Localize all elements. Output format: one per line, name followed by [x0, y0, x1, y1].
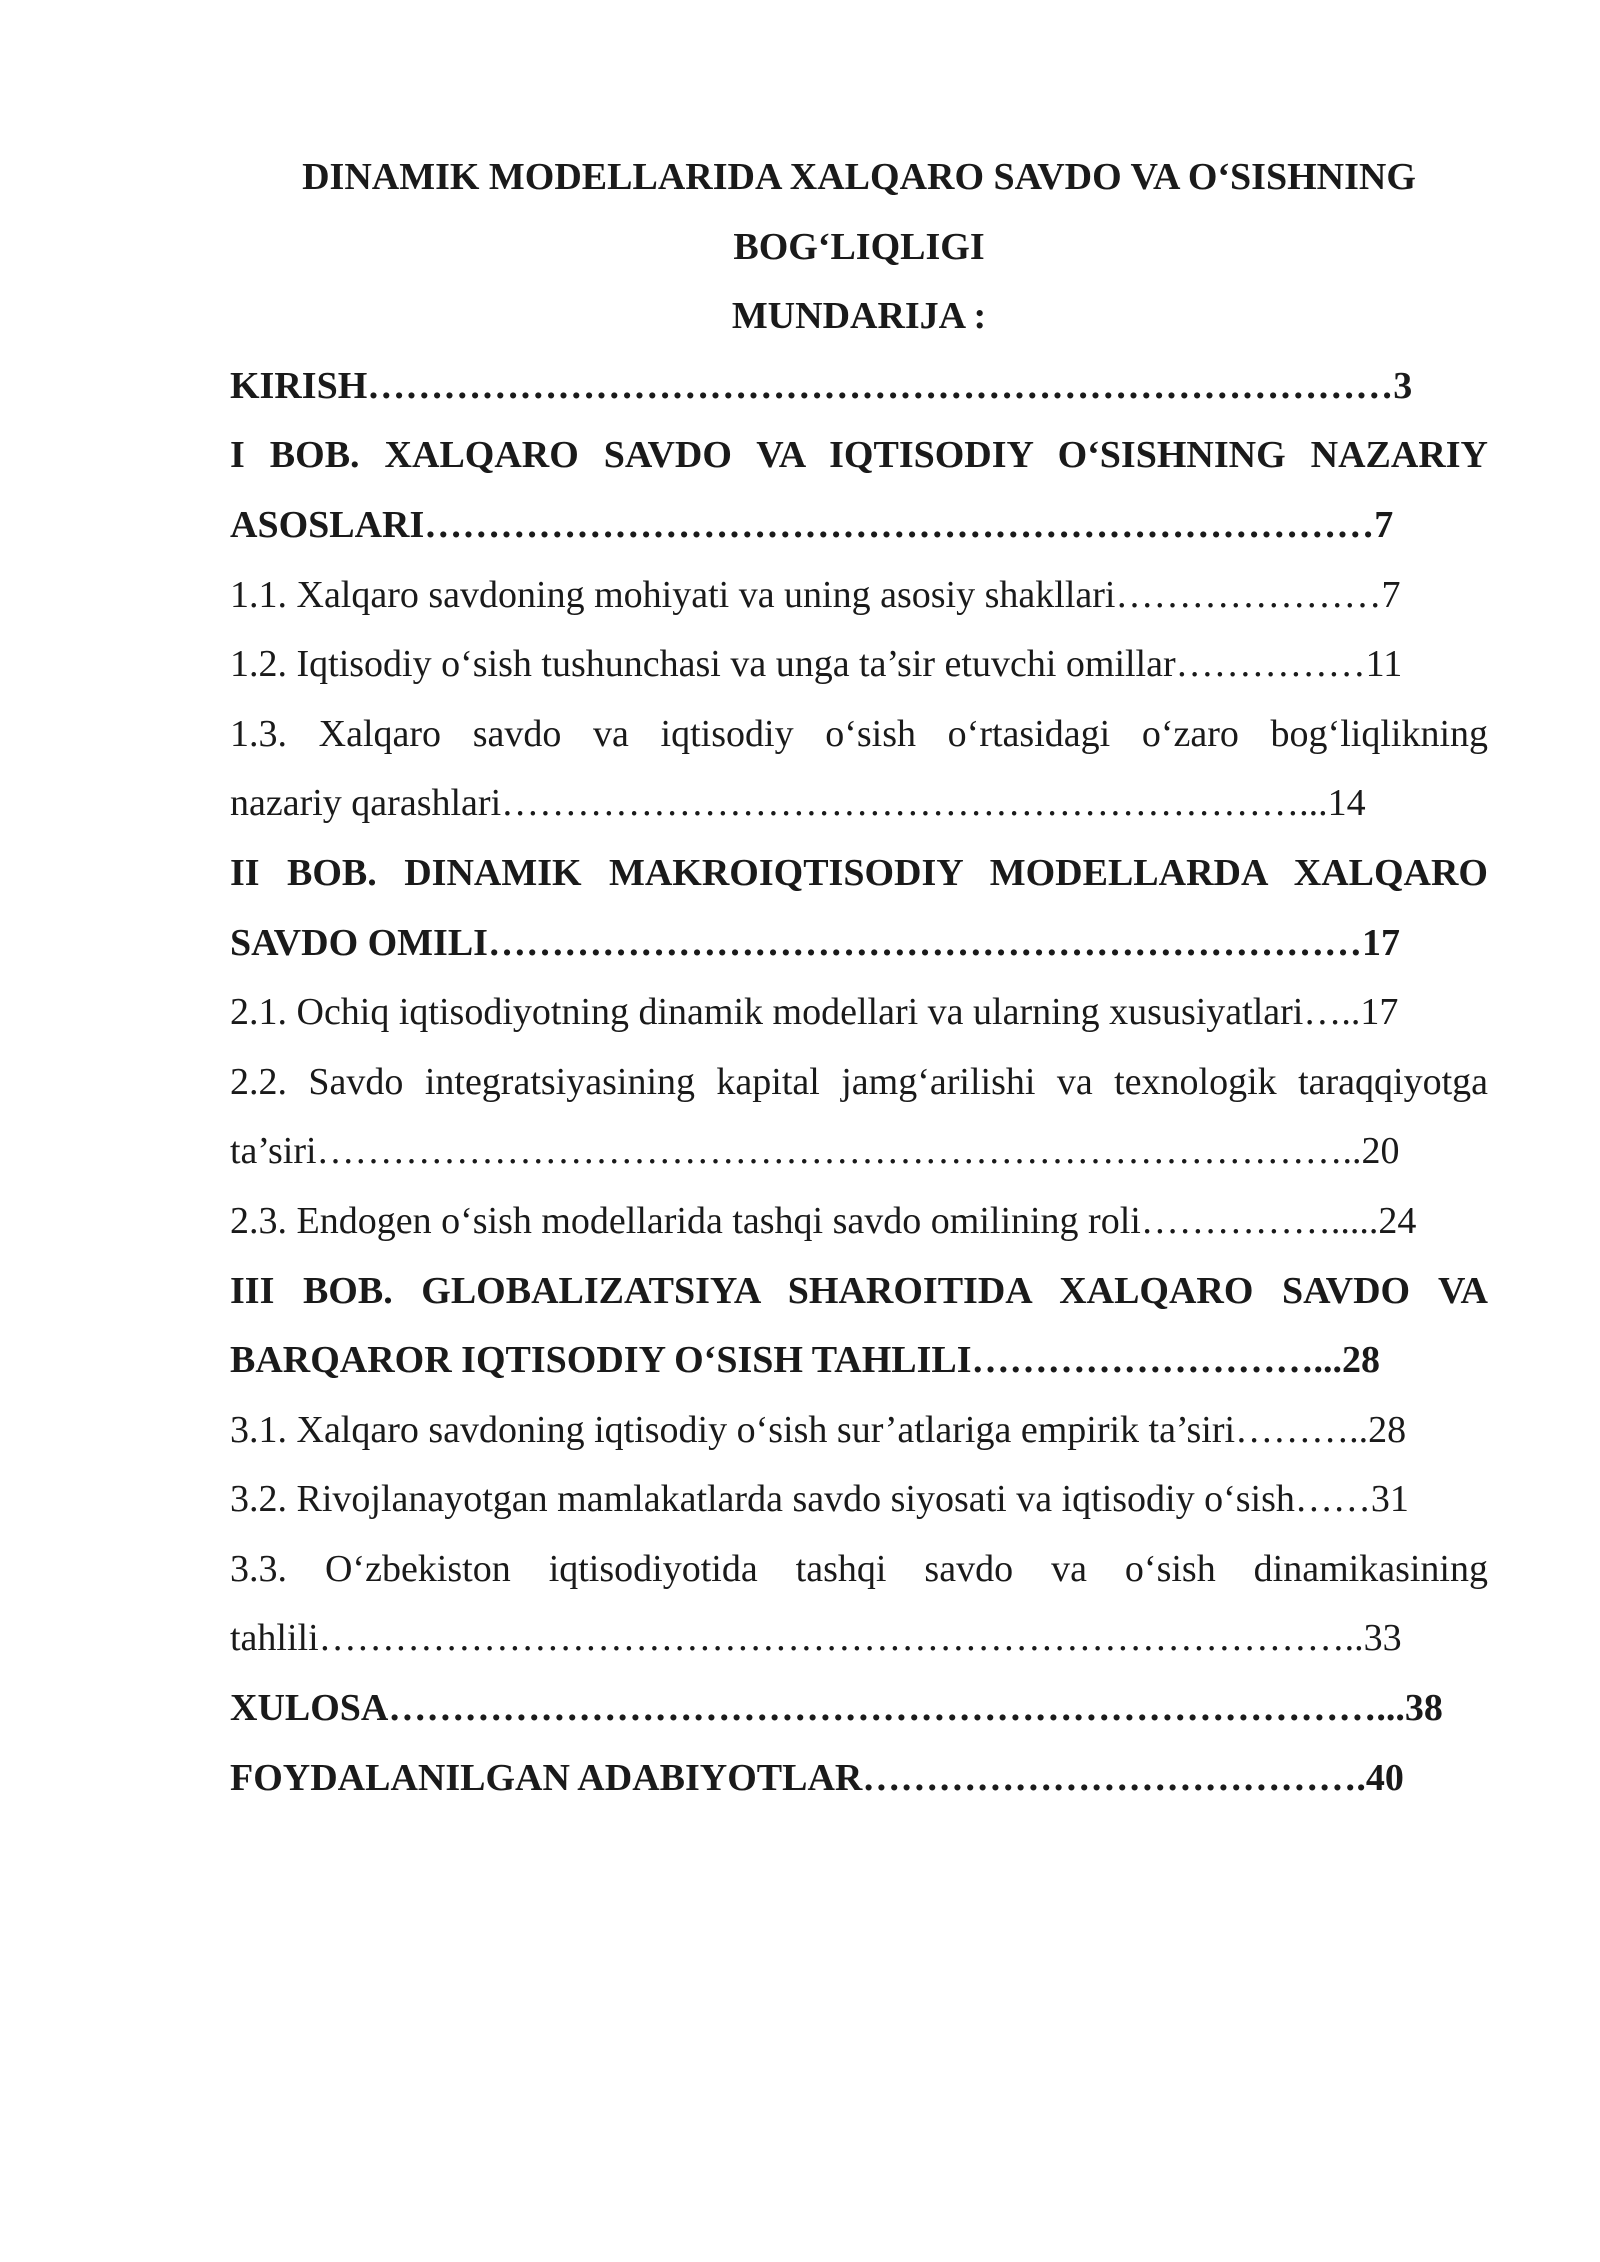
- toc-line: tahlili………………………………………………………………………..33: [230, 1617, 1402, 1660]
- toc-line: 1.2. Iqtisodiy o‘sish tushunchasi va unga ta’sir etuvchi omillar……………11: [230, 643, 1403, 686]
- toc-line: 1.3. Xalqaro savdo va iqtisodiy o‘sish o‘rtasidagi o‘zaro bog‘liqlikning: [230, 712, 1488, 755]
- toc-line: III BOB. GLOBALIZATSIYA SHAROITIDA XALQARO SAVDO VA: [230, 1269, 1488, 1312]
- contents-heading: MUNDARIJA :: [731, 295, 987, 338]
- toc-line: 3.3. O‘zbekiston iqtisodiyotida tashqi savdo va o‘sish dinamikasining: [230, 1547, 1488, 1590]
- toc-line: KIRISH………………………………………………………………………3: [230, 364, 1413, 407]
- toc-line: XULOSA……………………………………………………………………...38: [230, 1687, 1443, 1730]
- toc-line: I BOB. XALQARO SAVDO VA IQTISODIY O‘SISHNING NAZARIY: [230, 434, 1488, 477]
- toc-line: 2.2. Savdo integratsiyasining kapital jamg‘arilishi va texnologik taraqqiyotga: [230, 1060, 1488, 1103]
- toc-line: ASOSLARI…………………………………………………………………7: [230, 503, 1394, 546]
- toc-line: 3.2. Rivojlanayotgan mamlakatlarda savdo siyosati va iqtisodiy o‘sish……31: [230, 1478, 1409, 1521]
- document-title-line-2: BOG‘LIQLIGI: [733, 225, 985, 268]
- document-title-line-1: DINAMIK MODELLARIDA XALQARO SAVDO VA O‘SISHNING: [302, 156, 1416, 198]
- toc-line: 2.3. Endogen o‘sish modellarida tashqi savdo omilining roli…………….....24: [230, 1199, 1417, 1242]
- toc-line: SAVDO OMILI……………………………………………………………17: [230, 921, 1400, 964]
- toc-line: FOYDALANILGAN ADABIYOTLAR………………………………….40: [230, 1756, 1404, 1799]
- toc-line: 3.1. Xalqaro savdoning iqtisodiy o‘sish sur’atlariga empirik ta’siri………..28: [230, 1408, 1407, 1451]
- toc-line: II BOB. DINAMIK MAKROIQTISODIY MODELLARDA XALQARO: [230, 851, 1488, 894]
- table-of-contents: [230, 352, 1488, 1813]
- page-content: [230, 143, 1488, 1813]
- toc-line: BARQAROR IQTISODIY O‘SISH TAHLILI………………………...28: [230, 1339, 1381, 1382]
- toc-line: 2.1. Ochiq iqtisodiyotning dinamik modellari va ularning xususiyatlari…..17: [230, 991, 1399, 1034]
- toc-line: ta’siri………………………………………………………………………..20: [230, 1130, 1400, 1173]
- toc-line: 1.1. Xalqaro savdoning mohiyati va uning asosiy shakllari…………………7: [230, 573, 1401, 616]
- toc-line: nazariy qarashlari………………………………………………………...14: [230, 782, 1366, 825]
